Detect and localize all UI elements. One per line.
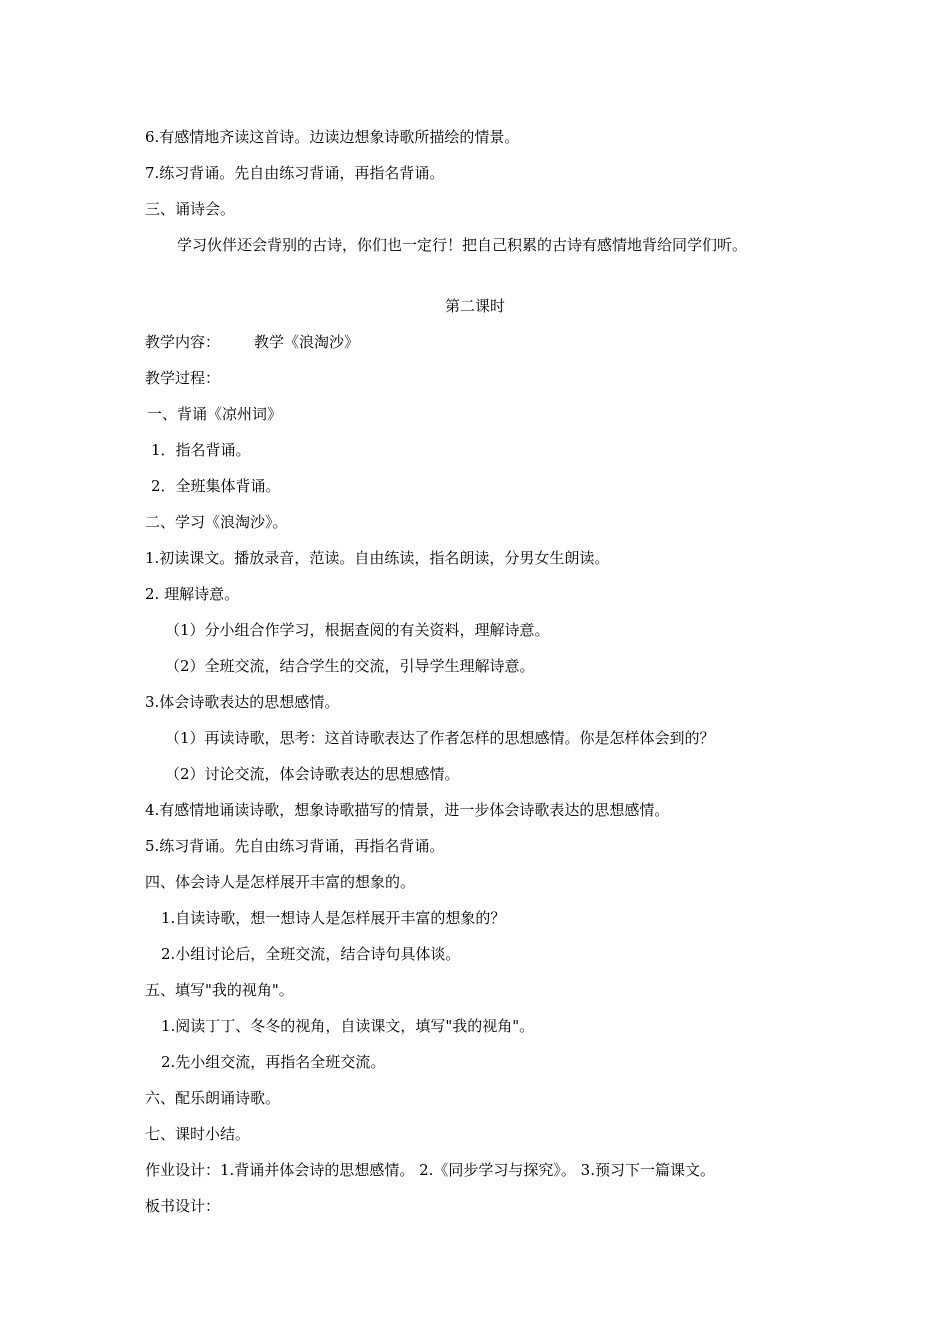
board-design-label: 板书设计： bbox=[145, 1197, 221, 1215]
content-label: 教学内容： bbox=[145, 333, 221, 351]
text-line: （1）分小组合作学习，根据查阅的有关资料，理解诗意。 bbox=[165, 621, 550, 639]
section-heading: 二、学习《浪淘沙》。 bbox=[145, 513, 288, 531]
text-line: 2.小组讨论后，全班交流，结合诗句具体谈。 bbox=[161, 945, 461, 963]
lesson-title: 第二课时 bbox=[444, 297, 505, 315]
text-line: 1.自读诗歌，想一想诗人是怎样展开丰富的想象的？ bbox=[161, 909, 506, 927]
section-heading: 六、配乐朗诵诗歌。 bbox=[145, 1089, 281, 1107]
text-line: 2. 理解诗意。 bbox=[145, 585, 240, 603]
section-heading: 三、诵诗会。 bbox=[145, 200, 236, 218]
section-heading: 五、填写"我的视角"。 bbox=[145, 981, 294, 999]
text-line: （1）再读诗歌，思考：这首诗歌表达了作者怎样的思想感情。你是怎样体会到的？ bbox=[165, 729, 715, 747]
homework-line: 作业设计：1.背诵并体会诗的思想感情。 2.《同步学习与探究》。 3.预习下一篇课文。 bbox=[145, 1161, 715, 1179]
text-line: 6.有感情地齐读这首诗。边读边想象诗歌所描绘的情景。 bbox=[145, 128, 520, 146]
text-line: 1.初读课文。播放录音，范读。自由练读，指名朗读，分男女生朗读。 bbox=[145, 549, 610, 567]
text-line: 4.有感情地诵读诗歌，想象诗歌描写的情景，进一步体会诗歌表达的思想感情。 bbox=[145, 801, 670, 819]
process-label: 教学过程： bbox=[145, 369, 221, 387]
text-line: 5.练习背诵。先自由练习背诵，再指名背诵。 bbox=[145, 837, 445, 855]
text-line: 2．全班集体背诵。 bbox=[151, 477, 281, 495]
text-line: （2）全班交流，结合学生的交流，引导学生理解诗意。 bbox=[165, 657, 535, 675]
text-line: 1．指名背诵。 bbox=[151, 441, 251, 459]
text-line: （2）讨论交流，体会诗歌表达的思想感情。 bbox=[165, 765, 460, 783]
text-line: 1.阅读丁丁、冬冬的视角，自读课文，填写"我的视角"。 bbox=[161, 1017, 535, 1035]
text-line: 学习伙伴还会背别的古诗，你们也一定行！把自己积累的古诗有感情地背给同学们听。 bbox=[177, 236, 748, 254]
text-line: 2.先小组交流，再指名全班交流。 bbox=[161, 1053, 386, 1071]
content-value: 教学《浪淘沙》 bbox=[254, 333, 360, 351]
text-line: 7.练习背诵。先自由练习背诵，再指名背诵。 bbox=[145, 164, 445, 182]
section-heading: 四、体会诗人是怎样展开丰富的想象的。 bbox=[145, 873, 416, 891]
section-heading: 七、课时小结。 bbox=[145, 1125, 251, 1143]
text-line: 3.体会诗歌表达的思想感情。 bbox=[145, 693, 340, 711]
section-heading: 一、背诵《凉州词》 bbox=[147, 405, 283, 423]
